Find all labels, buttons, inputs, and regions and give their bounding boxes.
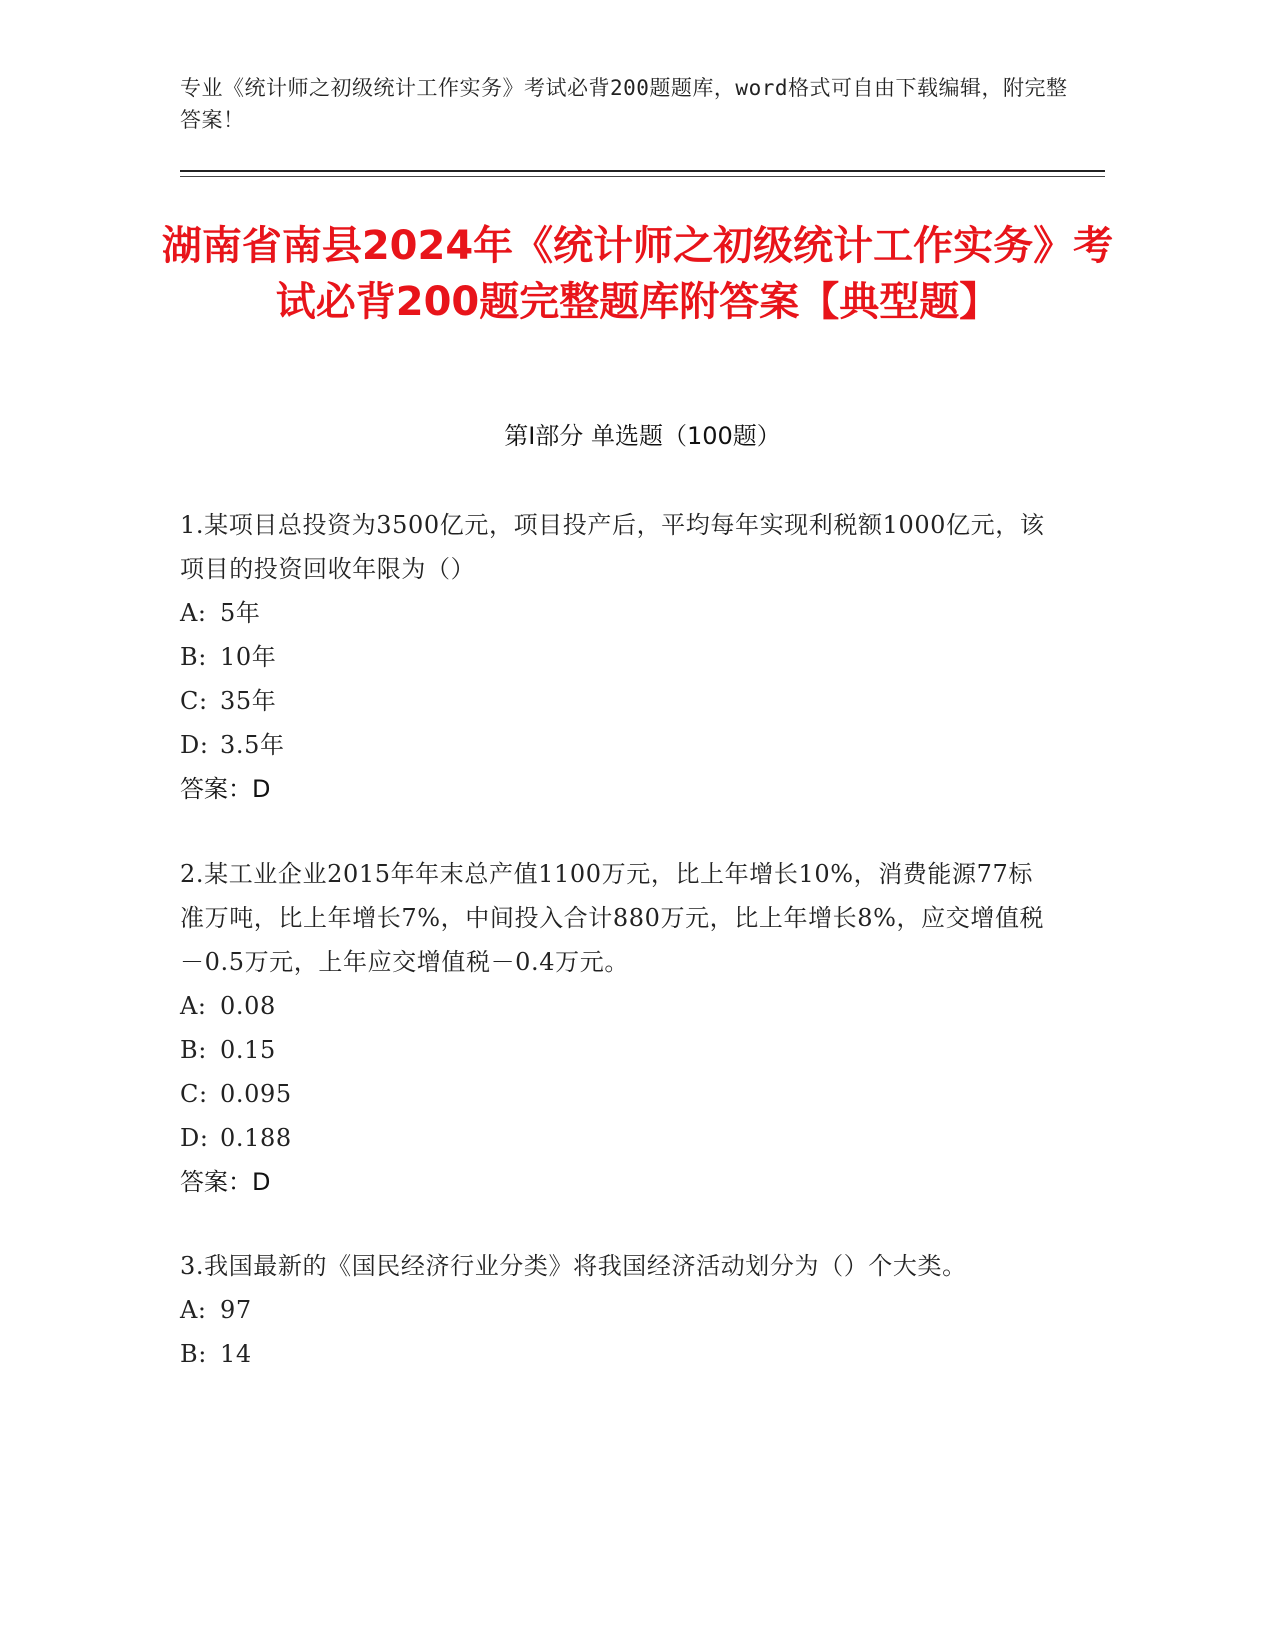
header-note: 专业《统计师之初级统计工作实务》考试必背200题题库，word格式可自由下载编辑，附完整答案！ [180, 76, 1068, 132]
option-a [180, 984, 1050, 1028]
option-b [180, 1028, 1050, 1072]
question-stem: 1.某项目总投资为3500亿元，项目投产后，平均每年实现利税额1000亿元，该项目的投资回收年限为（） [180, 511, 1045, 583]
option-text: 0.08 [220, 992, 276, 1020]
option-text: 10年 [220, 643, 277, 671]
option-letter: D: [180, 1124, 209, 1152]
option-text: 5年 [220, 599, 261, 627]
answer-line: 答案：D [180, 775, 271, 803]
option-letter: B: [180, 1340, 207, 1368]
option-text: 14 [220, 1340, 252, 1368]
question-3 [180, 1244, 1050, 1376]
option-letter: D: [180, 731, 209, 759]
option-letter: A: [180, 992, 207, 1020]
option-text: 97 [220, 1296, 252, 1324]
option-c [180, 679, 1050, 723]
option-text: 0.188 [220, 1124, 292, 1152]
option-letter: B: [180, 643, 207, 671]
option-c [180, 1072, 1050, 1116]
option-a [180, 1288, 1050, 1332]
option-letter: A: [180, 599, 207, 627]
answer-line: 答案：D [180, 1168, 271, 1196]
option-letter: B: [180, 1036, 207, 1064]
option-text: 0.095 [220, 1080, 292, 1108]
question-stem: 2.某工业企业2015年年末总产值1100万元，比上年增长10%，消费能源77标准万吨，比上年增长7%，中间投入合计880万元，比上年增长8%，应交增值税－0.5万元，上年应交增值税－0.4万元。 [180, 860, 1045, 976]
question-stem: 3.我国最新的《国民经济行业分类》将我国经济活动划分为（）个大类。 [180, 1252, 967, 1280]
option-b [180, 635, 1050, 679]
option-letter: C: [180, 687, 208, 715]
option-d [180, 1116, 1050, 1160]
option-letter: C: [180, 1080, 208, 1108]
option-a [180, 591, 1050, 635]
header-rule-thin [180, 176, 1105, 177]
section-heading: 第I部分 单选题（100题） [504, 422, 781, 450]
option-text: 35年 [220, 687, 277, 715]
question-1 [180, 503, 1050, 811]
header-rule-thick [180, 170, 1105, 172]
option-text: 0.15 [220, 1036, 276, 1064]
question-2 [180, 852, 1050, 1204]
option-d [180, 723, 1050, 767]
option-b [180, 1332, 1050, 1376]
document-title: 湖南省南县2024年《统计师之初级统计工作实务》考试必背200题完整题库附答案【典型题】 [161, 223, 1114, 325]
option-text: 3.5年 [220, 731, 285, 759]
option-letter: A: [180, 1296, 207, 1324]
